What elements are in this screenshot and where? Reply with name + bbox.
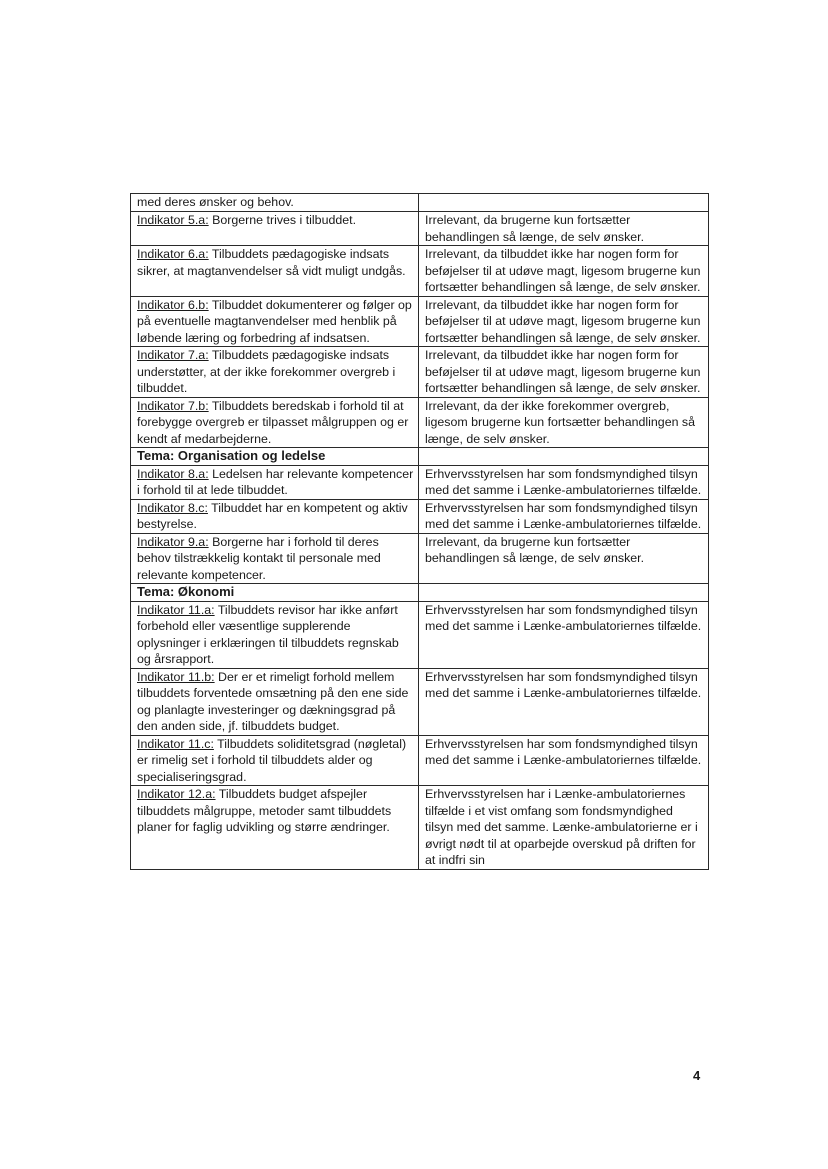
indicator-text: Ledelsen har relevante kompetencer i forhold til at lede tilbuddet. <box>137 466 414 497</box>
assessment-cell <box>419 584 709 602</box>
indicator-text: Tilbuddets revisor har ikke anført forbehold eller væsentlige supplerende oplysninger i erklæringen til tilbuddets regnskab og årsrapport. <box>137 602 399 666</box>
indicator-cell <box>131 397 419 448</box>
indicator-text: Borgerne har i forhold til deres behov tilstrækkelig kontakt til personale med relevante kompetencer. <box>137 534 381 582</box>
assessment-cell: Erhvervsstyrelsen har i Lænke-ambulatoriernes tilfælde i et vist omfang som fondsmyndighed tilsyn med det samme. Lænke-ambulatorierne er i øvrigt nødt til at oparbejde overskud på driften for at indfri sin <box>419 786 709 870</box>
theme-heading: Tema: Økonomi <box>131 584 419 602</box>
theme-heading: Tema: Organisation og ledelse <box>131 448 419 466</box>
indicator-text: Tilbuddet har en kompetent og aktiv bestyrelse. <box>137 500 408 531</box>
indicator-row <box>131 296 709 347</box>
indicator-row <box>131 397 709 448</box>
indicator-cell <box>131 668 419 735</box>
assessment-cell <box>419 448 709 466</box>
indicator-cell <box>131 735 419 786</box>
indicator-row <box>131 601 709 668</box>
indicator-text: Tilbuddets soliditetsgrad (nøgletal) er rimelig set i forhold til tilbuddets alder og specialiseringsgrad. <box>137 736 407 784</box>
assessment-cell: Irrelevant, da der ikke forekommer overgreb, ligesom brugerne kun fortsætter behandlingen så længe, de selv ønsker. <box>419 397 709 448</box>
indicator-text: Tilbuddet dokumenterer og følger op på eventuelle magtanvendelser med henblik på løbende læring og forbedring af indsatsen. <box>137 297 412 345</box>
indicator-text: Tilbuddets budget afspejler tilbuddets målgruppe, metoder samt tilbuddets planer for faglig udvikling og større ændringer. <box>137 787 392 834</box>
indicator-table <box>130 193 709 870</box>
indicator-row <box>131 668 709 735</box>
assessment-cell: Irrelevant, da tilbuddet ikke har nogen form for beføjelser til at udøve magt, ligesom brugerne kun fortsætter behandlingen så længe, de selv ønsker. <box>419 246 709 297</box>
indicator-row <box>131 212 709 246</box>
indicator-text: Der er et rimeligt forhold mellem tilbuddets forventede omsætning på den ene side og planlagte investeringer og dækningsgrad på den anden side, jf. tilbuddets budget. <box>137 669 409 733</box>
assessment-cell: Irrelevant, da tilbuddet ikke har nogen form for beføjelser til at udøve magt, ligesom brugerne kun fortsætter behandlingen så længe, de selv ønsker. <box>419 347 709 398</box>
indicator-row <box>131 499 709 533</box>
indicator-label: Indikator 11.a: <box>137 602 215 617</box>
assessment-cell: Irrelevant, da brugerne kun fortsætter behandlingen så længe, de selv ønsker. <box>419 212 709 246</box>
assessment-cell: Irrelevant, da brugerne kun fortsætter behandlingen så længe, de selv ønsker. <box>419 533 709 584</box>
assessment-cell: Erhvervsstyrelsen har som fondsmyndighed tilsyn med det samme i Lænke-ambulatoriernes tilfælde. <box>419 601 709 668</box>
continued-text: med deres ønsker og behov. <box>131 194 419 212</box>
indicator-row <box>131 786 709 870</box>
indicator-label: Indikator 8.c: <box>137 500 208 515</box>
indicator-label: Indikator 5.a: <box>137 213 209 227</box>
indicator-cell <box>131 786 419 870</box>
indicator-cell <box>131 499 419 533</box>
indicator-label: Indikator 7.b: <box>137 398 209 413</box>
indicator-label: Indikator 7.a: <box>137 348 209 362</box>
indicator-label: Indikator 12.a: <box>137 787 216 801</box>
indicator-text: Tilbuddets pædagogiske indsats understøtter, at der ikke forekommer overgreb i tilbuddet. <box>137 348 396 395</box>
indicator-label: Indikator 9.a: <box>137 534 209 549</box>
indicator-label: Indikator 11.c: <box>137 736 214 751</box>
indicator-label: Indikator 6.b: <box>137 297 209 312</box>
indicator-table-body <box>131 194 709 870</box>
indicator-row <box>131 246 709 297</box>
indicator-cell <box>131 533 419 584</box>
indicator-cell <box>131 465 419 499</box>
page-number: 4 <box>693 1068 701 1083</box>
indicator-label: Indikator 8.a: <box>137 466 209 481</box>
indicator-cell <box>131 212 419 246</box>
indicator-label: Indikator 6.a: <box>137 247 209 261</box>
indicator-text: Tilbuddets pædagogiske indsats sikrer, at magtanvendelser så vidt muligt undgås. <box>137 247 406 278</box>
indicator-label: Indikator 11.b: <box>137 669 215 684</box>
assessment-cell: Erhvervsstyrelsen har som fondsmyndighed tilsyn med det samme i Lænke-ambulatoriernes tilfælde. <box>419 735 709 786</box>
assessment-cell: Erhvervsstyrelsen har som fondsmyndighed tilsyn med det samme i Lænke-ambulatoriernes tilfælde. <box>419 499 709 533</box>
indicator-row <box>131 465 709 499</box>
indicator-text: Borgerne trives i tilbuddet. <box>208 213 357 227</box>
indicator-row <box>131 533 709 584</box>
assessment-cell: Erhvervsstyrelsen har som fondsmyndighed tilsyn med det samme i Lænke-ambulatoriernes tilfælde. <box>419 668 709 735</box>
assessment-cell: Irrelevant, da tilbuddet ikke har nogen form for beføjelser til at udøve magt, ligesom brugerne kun fortsætter behandlingen så længe, de selv ønsker. <box>419 296 709 347</box>
indicator-text: Tilbuddets beredskab i forhold til at forebygge overgreb er tilpasset målgruppen og er kendt af medarbejderne. <box>137 398 409 446</box>
indicator-row <box>131 735 709 786</box>
indicator-cell <box>131 296 419 347</box>
theme-row <box>131 448 709 466</box>
assessment-cell <box>419 194 709 212</box>
indicator-row <box>131 347 709 398</box>
theme-row <box>131 584 709 602</box>
indicator-cell <box>131 246 419 297</box>
assessment-cell: Erhvervsstyrelsen har som fondsmyndighed tilsyn med det samme i Lænke-ambulatoriernes tilfælde. <box>419 465 709 499</box>
continued-row <box>131 194 709 212</box>
indicator-cell <box>131 347 419 398</box>
indicator-cell <box>131 601 419 668</box>
